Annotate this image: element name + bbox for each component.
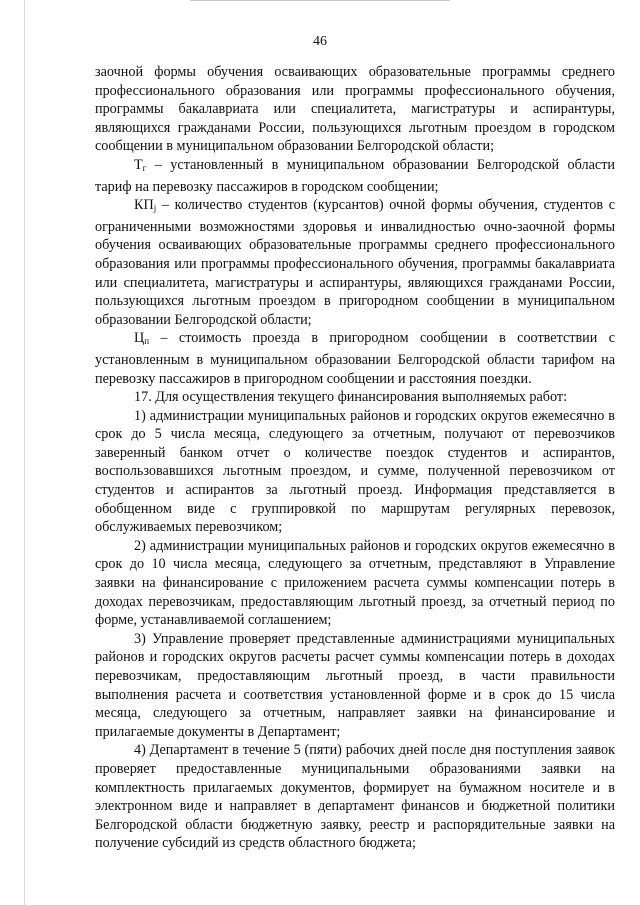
scan-edge-line [24,0,25,905]
formula-symbol: Т [134,156,143,173]
paragraph-subitem-1: 1) администрации муниципальных районов и городских округов ежемесячно в срок до 5 числа месяца, следующего за отчетным, получают от перевозчиков заверенный банком отчет о количестве поездок студентов и аспирантов, воспользовавшихся льготным проездом, и сумме, полученной перевозчиком от студентов и аспирантов за льготный проезд. Информация представляется в обобщенном виде с группировкой по маршрутам регулярных перевозок, обслуживаемых перевозчиком; [95,407,615,536]
scan-top-line [190,0,450,1]
paragraph-kp-definition: $КП_j$ – количество студентов (курсантов) очной формы обучения, студентов с ограниченными возможностями здоровья и инвалидностью очно-заочной формы обучения осваивающих образовательные программы среднего профессионального образования или программы профессионального обучения, программы бакалавриата или специалитета, магистратуры и аспирантуры, являющихся гражданами России, пользующихся льготным проездом в пригородном сообщении в муниципальном образовании Белгородской области; [95,197,615,328]
paragraph-subitem-4: 4) Департамент в течение 5 (пяти) рабочих дней после дня поступления заявок проверяет предоставленные муниципальными образованиями заявки на комплектность прилагаемых документов, формирует на бумажном носителе и в электронном виде и направляет в департамент финансов и бюджетной политики Белгородской области бюджетную заявку, реестр и распорядительные заявки на получение субсидий из средств областного бюджета; [95,742,615,852]
page-number: 46 [313,34,327,49]
formula-subscript: г [142,162,147,173]
formula-symbol: КП [134,197,154,214]
paragraph-item-17: 17. Для осуществления текущего финансирования выполняемых работ: [134,389,568,406]
paragraph-subitem-2: 2) администрации муниципальных районов и городских округов ежемесячно в срок до 10 числа месяца, следующего за отчетным, представляют в Управление заявки на финансирование с приложением расчета суммы компенсации потерь в доходах перевозчикам, предоставляющим льготный проезд, за отчетный период по форме, устанавливаемой соглашением; [95,537,615,629]
formula-symbol: Ц [134,330,145,347]
paragraph-tg-definition: $Т_г$ – установленный в муниципальном образовании Белгородской области тариф на перевозку пассажиров в городском сообщении; [95,156,615,195]
formula-subscript: j [153,203,157,214]
paragraph-cp-definition: $Ц_п$ – стоимость проезда в пригородном сообщении в соответствии с установленным в муниципальном образовании Белгородской области тарифом на перевозку пассажиров в пригородном сообщении и расстояния поездки. [95,330,615,387]
document-body [95,63,615,853]
paragraph-1: заочной формы обучения осваивающих образовательные программы среднего профессионального образования или программы профессионального обучения, программы бакалавриата или специалитета, магистратуры и аспирантуры, являющихся гражданами России, пользующихся льготным проездом в городском сообщении в муниципальном образовании Белгородской области; [95,64,615,155]
paragraph-subitem-3: 3) Управление проверяет представленные администрациями муниципальных районов и городских округов расчеты расчет суммы компенсации потерь в доходах перевозчикам, предоставляющим льготный проезд, в части правильности выполнения расчета и соответствия установленной форме и в срок до 15 числа месяца, следующего за отчетным, направляет заявки на финансирование и прилагаемые документы в Департамент; [95,630,615,740]
formula-subscript: п [144,336,150,347]
